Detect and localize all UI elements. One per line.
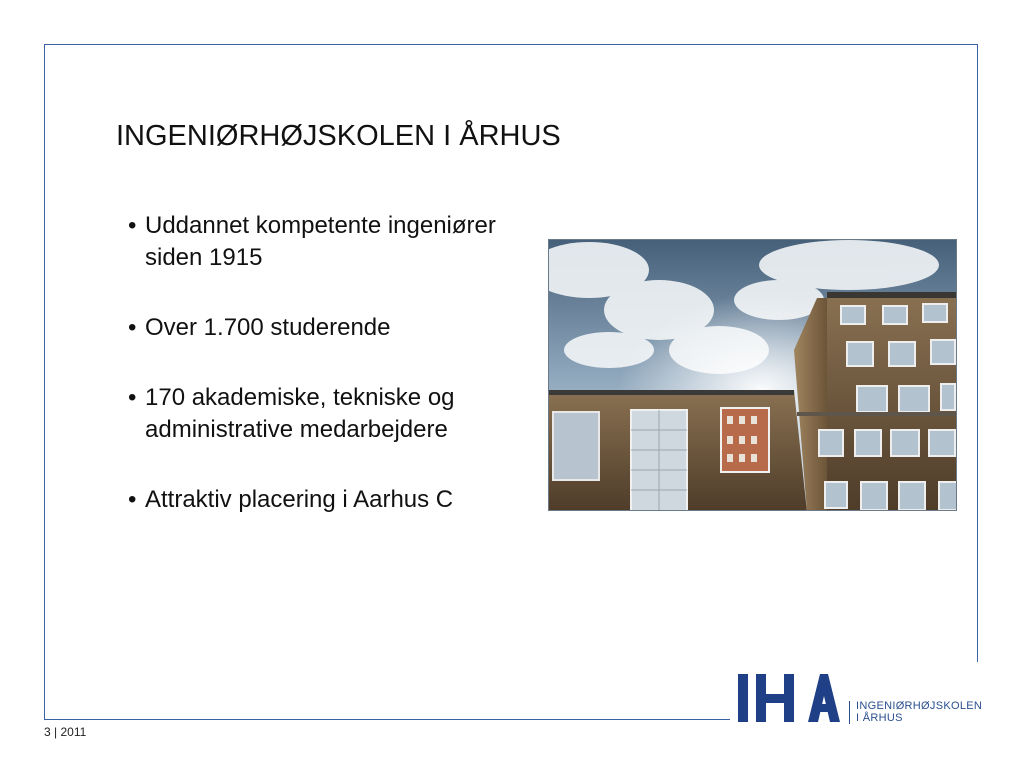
iha-logo-mark bbox=[736, 670, 848, 726]
bullet-item bbox=[128, 484, 528, 516]
bullet-item bbox=[128, 210, 528, 274]
bullet-list bbox=[128, 210, 528, 554]
logo-wordmark bbox=[856, 700, 982, 724]
bullet-text: Over 1.700 studerende bbox=[145, 314, 391, 341]
page-number: 3 bbox=[44, 725, 51, 739]
bullet-dot: • bbox=[128, 212, 137, 239]
bullet-item bbox=[128, 382, 528, 446]
bullet-item bbox=[128, 312, 528, 344]
slide-footer bbox=[44, 725, 86, 739]
slide-title: INGENIØRHØJSKOLEN I ÅRHUS bbox=[116, 120, 561, 152]
bullet-dot: • bbox=[128, 384, 137, 411]
logo-separator bbox=[849, 701, 850, 724]
logo-line-1: INGENIØRHØJSKOLEN bbox=[856, 700, 983, 712]
bullet-text: Uddannet kompetente ingeniører siden 1915 bbox=[145, 212, 496, 271]
bullet-text: 170 akademiske, tekniske og administrative medarbejdere bbox=[145, 384, 455, 443]
iha-logo bbox=[736, 670, 986, 726]
logo-line-2: I ÅRHUS bbox=[856, 712, 903, 724]
bullet-dot: • bbox=[128, 314, 137, 341]
footer-year: 2011 bbox=[60, 725, 87, 739]
bullet-dot: • bbox=[128, 486, 137, 513]
bullet-text: Attraktiv placering i Aarhus C bbox=[145, 486, 454, 513]
building-photo bbox=[548, 239, 957, 511]
footer-separator: | bbox=[54, 725, 58, 739]
